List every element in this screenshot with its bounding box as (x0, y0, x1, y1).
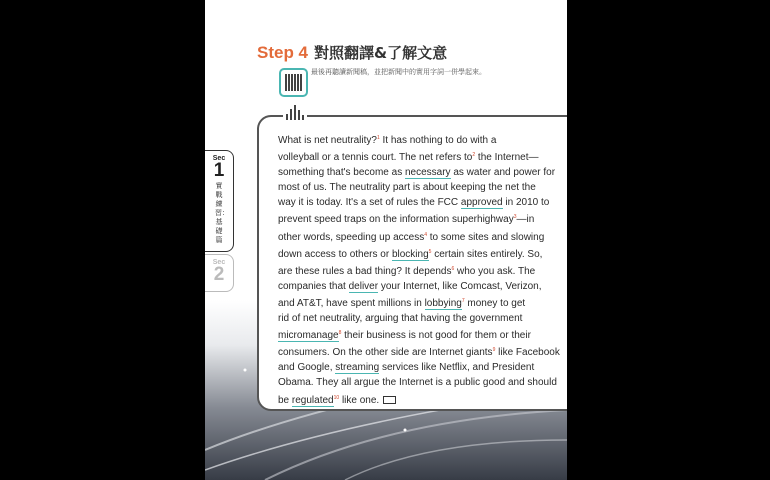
passage-text: down access to others or (278, 248, 392, 260)
step-number: Step 4 (257, 43, 309, 62)
section-tab-2[interactable] (205, 254, 234, 292)
passage-line (278, 294, 567, 311)
footnote-marker: 2 (472, 152, 476, 159)
step-heading (257, 42, 447, 63)
passage-text: like one. (339, 394, 380, 406)
passage-text: services like Netflix, and President (379, 362, 535, 374)
passage-text: prevent speed traps on the information superhighway (278, 214, 514, 226)
passage-line (278, 165, 567, 180)
passage-text: —in (516, 214, 535, 226)
passage-text: What is net neutrality? (278, 135, 377, 146)
reading-passage (278, 131, 567, 408)
passage-line (278, 228, 567, 245)
passage-line (278, 311, 567, 326)
passage-line (278, 210, 567, 227)
footnote-marker: 3 (513, 214, 517, 221)
textbook-page (205, 0, 567, 480)
passage-text: companies that (278, 280, 349, 292)
section-tab-number: 1 (213, 160, 225, 181)
footnote-marker: 6 (451, 265, 455, 272)
passage-line (278, 279, 567, 294)
passage-line (278, 195, 567, 210)
passage-text: something that's become as (278, 167, 405, 179)
vocabulary-word: micromanage (278, 330, 339, 342)
footnote-marker: 9 (492, 347, 496, 354)
qr-code-icon[interactable] (279, 68, 308, 97)
section-tab-number: 2 (213, 264, 225, 285)
passage-line (278, 343, 567, 360)
vocabulary-word: deliver (348, 280, 379, 292)
passage-text: in 2010 to (502, 197, 550, 209)
section-tab-name: 實戰練習：基礎篇 (215, 182, 229, 244)
section-tab-label: Sec (212, 155, 226, 162)
vocabulary-word: regulated (291, 394, 334, 406)
passage-line (278, 391, 567, 408)
footnote-marker: 7 (461, 297, 465, 304)
passage-line (278, 180, 567, 195)
vocabulary-word: streaming (335, 362, 380, 374)
step-title: 對照翻譯&了解文意 (314, 44, 448, 62)
passage-text: way it is today. It's a set of rules the FCC (278, 197, 461, 209)
vocabulary-word: lobbying (424, 297, 462, 309)
passage-text: money to get (464, 297, 526, 309)
passage-line (278, 131, 567, 148)
passage-text: are these rules a bad thing? It depends (278, 265, 452, 277)
passage-text: and AT&T, have spent millions in (278, 297, 425, 309)
passage-text: and Google, (278, 362, 336, 374)
passage-line (278, 375, 567, 390)
passage-text: who you ask. The (454, 265, 536, 277)
footnote-marker: 5 (428, 248, 432, 255)
passage-text: the Internet— (475, 152, 539, 164)
passage-line (278, 360, 567, 375)
passage-line (278, 262, 567, 279)
passage-line (278, 148, 567, 165)
passage-text: their business is not good for them or their (341, 330, 531, 342)
audio-waveform-icon (283, 103, 307, 123)
passage-text: other words, speeding up access (278, 231, 425, 243)
instruction-text: 最後再聽讀新聞稿，並把新聞中的實用字詞一併學起來。 (311, 68, 486, 76)
passage-text: rid of net neutrality, arguing that having the government (278, 313, 523, 325)
passage-text: like Facebook (495, 347, 560, 359)
passage-text: volleyball or a tennis court. The net refers to (278, 152, 473, 164)
passage-text: to some sites and slowing (426, 231, 545, 243)
section-tab-1[interactable] (205, 150, 234, 252)
vocabulary-word: blocking (391, 248, 429, 260)
section-tab-label: Sec (212, 259, 226, 266)
vocabulary-word: necessary (404, 167, 451, 179)
end-of-passage-icon (383, 396, 396, 404)
passage-text: It has nothing to do with a (379, 135, 497, 146)
footnote-marker: 4 (424, 231, 427, 238)
passage-line (278, 326, 567, 343)
passage-text: Obama. They all argue the Internet is a public good and should (278, 377, 557, 389)
passage-line (278, 245, 567, 262)
footnote-marker: 8 (338, 330, 342, 337)
passage-text: certain sites entirely. So, (431, 248, 543, 260)
vocabulary-word: approved (460, 197, 503, 209)
passage-text: as water and power for (450, 167, 556, 179)
passage-text: consumers. On the other side are Internet giants (278, 347, 493, 359)
passage-text: most of us. The neutrality part is about keeping the net the (278, 182, 536, 194)
passage-text: your Internet, like Comcast, Verizon, (378, 280, 542, 292)
footnote-marker: 1 (376, 135, 380, 141)
footnote-marker: 10 (333, 394, 340, 401)
passage-text: be (278, 394, 292, 406)
